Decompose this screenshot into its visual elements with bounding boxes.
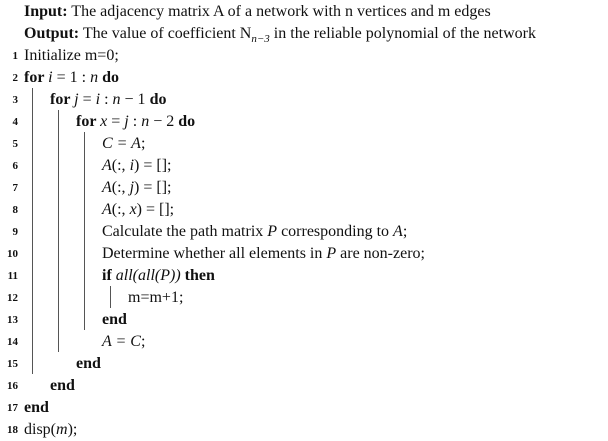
line-number: 14 xyxy=(7,336,18,348)
line-token: A xyxy=(102,179,112,196)
algorithm-line xyxy=(0,419,608,441)
output-label: Output: xyxy=(24,25,80,42)
indent-bar-loop-j xyxy=(58,110,59,352)
output-line xyxy=(24,23,536,45)
line-token: P xyxy=(326,245,337,262)
line-number: 8 xyxy=(12,204,18,216)
algorithm-line xyxy=(0,397,608,419)
line-text xyxy=(128,287,183,309)
line-token: j xyxy=(124,113,129,130)
line-token: (:, xyxy=(111,201,130,218)
line-number: 10 xyxy=(7,248,18,260)
line-token: A xyxy=(393,223,403,240)
line-number: 17 xyxy=(7,402,18,414)
line-token: A xyxy=(102,201,112,218)
line-token: ; xyxy=(402,223,408,240)
line-token: n xyxy=(90,69,99,86)
algorithm-line xyxy=(0,287,608,309)
line-token: ; xyxy=(140,333,146,350)
line-token: P xyxy=(267,223,278,240)
line-text xyxy=(24,397,49,419)
line-text xyxy=(102,331,145,353)
line-number: 15 xyxy=(7,358,18,370)
output-rest: in the reliable polynomial of the network xyxy=(269,25,536,42)
line-token: then xyxy=(180,267,215,284)
input-text: The adjacency matrix A of a network with n vertices and m edges xyxy=(71,3,491,20)
algorithm-line xyxy=(0,133,608,155)
line-token: are non-zero; xyxy=(336,245,425,262)
line-text xyxy=(24,67,119,89)
line-token: : xyxy=(128,113,142,130)
line-text xyxy=(102,177,171,199)
line-text xyxy=(50,89,166,111)
line-text xyxy=(24,45,119,67)
line-token: m xyxy=(56,421,68,438)
line-token: − 2 xyxy=(149,113,179,130)
line-token: i xyxy=(129,157,135,174)
line-token: end xyxy=(50,377,75,394)
line-token: i xyxy=(48,69,53,86)
line-number: 1 xyxy=(12,50,18,62)
algorithm-line xyxy=(0,45,608,67)
line-token: do xyxy=(178,113,196,130)
output-subscript: n−3 xyxy=(251,33,270,46)
line-token: for xyxy=(50,91,75,108)
line-token: disp( xyxy=(24,421,56,438)
line-token: ) = []; xyxy=(134,157,172,174)
line-token: if xyxy=(102,267,116,284)
line-token: for xyxy=(24,69,49,86)
input-line xyxy=(24,1,491,23)
line-token: C = A xyxy=(102,135,141,152)
line-token: i xyxy=(95,91,101,108)
line-number: 16 xyxy=(7,380,18,392)
line-text xyxy=(102,243,425,265)
line-token: (:, xyxy=(111,157,130,174)
algorithm-line xyxy=(0,331,608,353)
algorithm-line xyxy=(0,353,608,375)
line-token: n xyxy=(141,113,150,130)
input-label: Input: xyxy=(24,3,68,20)
line-token: A xyxy=(102,157,112,174)
algorithm-line xyxy=(0,111,608,133)
line-number: 13 xyxy=(7,314,18,326)
algorithm-line xyxy=(0,221,608,243)
indent-bar-loop-i xyxy=(32,88,33,374)
line-number: 6 xyxy=(12,160,18,172)
line-number: 18 xyxy=(7,424,18,436)
line-token: j xyxy=(74,91,79,108)
line-text xyxy=(102,221,407,243)
line-token: end xyxy=(76,355,101,372)
line-text xyxy=(102,155,171,177)
line-number: 9 xyxy=(12,226,18,238)
line-token: A = C xyxy=(102,333,141,350)
line-text xyxy=(24,419,77,441)
line-token: x xyxy=(129,201,137,218)
line-text xyxy=(102,265,215,287)
algorithm-line xyxy=(0,309,608,331)
line-number: 7 xyxy=(12,182,18,194)
line-text xyxy=(76,353,101,375)
line-token: all(all(P)) xyxy=(115,267,181,284)
line-number: 2 xyxy=(12,72,18,84)
line-token: Determine whether all elements in xyxy=(102,245,327,262)
line-token: Calculate the path matrix xyxy=(102,223,268,240)
line-token: : xyxy=(100,91,113,108)
line-text xyxy=(76,111,195,133)
line-token: ; xyxy=(140,135,146,152)
line-token: (:, xyxy=(111,179,130,196)
line-number: 11 xyxy=(7,270,18,282)
line-number: 5 xyxy=(12,138,18,150)
output-text: The value of coefficient N xyxy=(82,25,252,42)
line-token: end xyxy=(102,311,127,328)
line-text xyxy=(102,199,174,221)
line-number: 4 xyxy=(12,116,18,128)
line-token: x xyxy=(100,113,108,130)
line-token: = 1 : xyxy=(52,69,91,86)
line-token: ) = []; xyxy=(134,179,172,196)
indent-bar-loop-x xyxy=(84,132,85,330)
line-token: n xyxy=(112,91,121,108)
line-text xyxy=(102,133,145,155)
line-token: for xyxy=(76,113,101,130)
algorithm-line xyxy=(0,155,608,177)
line-token: do xyxy=(98,69,119,86)
algorithm-line xyxy=(0,67,608,89)
algorithm-line xyxy=(0,177,608,199)
line-token: end xyxy=(24,399,49,416)
line-token: = xyxy=(78,91,96,108)
algorithm-line xyxy=(0,199,608,221)
algorithm-line xyxy=(0,243,608,265)
line-token: Initialize m=0; xyxy=(24,47,119,64)
line-token: corresponding to xyxy=(277,223,394,240)
algorithm-line xyxy=(0,265,608,287)
line-token: j xyxy=(129,179,135,196)
line-token: − 1 xyxy=(120,91,150,108)
algorithm-line xyxy=(0,375,608,397)
line-token: do xyxy=(149,91,167,108)
line-number: 3 xyxy=(12,94,18,106)
line-token: ); xyxy=(67,421,78,438)
line-text xyxy=(102,309,127,331)
algorithm-line xyxy=(0,89,608,111)
line-token: m=m+1; xyxy=(128,289,184,306)
line-token: = xyxy=(107,113,125,130)
line-text xyxy=(50,375,75,397)
line-number: 12 xyxy=(7,292,18,304)
indent-bar-if xyxy=(110,286,111,308)
line-token: ) = []; xyxy=(136,201,175,218)
